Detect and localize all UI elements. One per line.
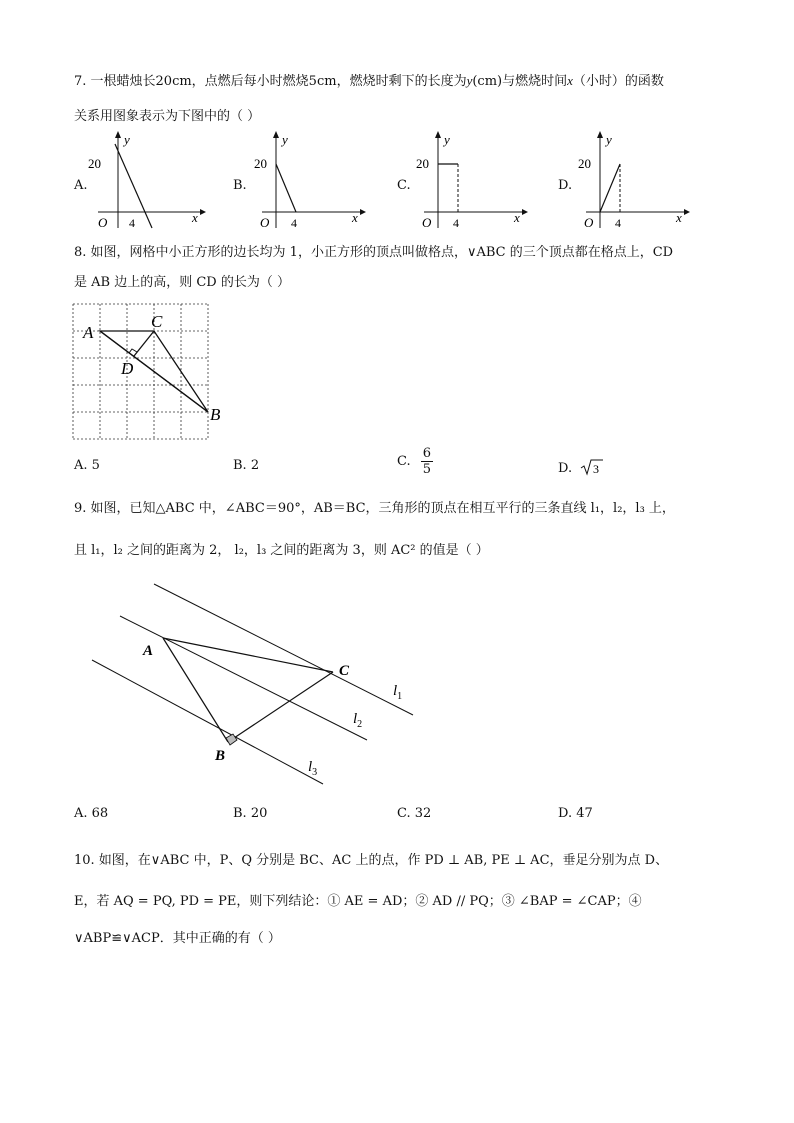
segment-ac [163, 638, 333, 672]
q10-stem-line1: 10. 如图，在∨ABC 中，P、Q 分别是 BC、AC 上的点，作 PD ⊥ AB, PE ⊥ AC，垂足分别为点 D、 [74, 853, 669, 868]
q8-option-d[interactable] [558, 458, 604, 476]
q9-stem-line2: 且 l₁，l₂ 之间的距离为 2， l₂，l₃ 之间的距离为 3，则 AC² 的值是（ ） [74, 543, 489, 558]
graph-d-x-tick: 4 [615, 216, 621, 230]
x-axis-arrow-icon [684, 209, 690, 215]
graph-d-y-tick: 20 [578, 156, 591, 171]
graph-b-origin: O [260, 215, 270, 230]
q7-stem-part3: （小时）的函数 [572, 74, 664, 89]
q10-stem-line3: ∨ABP≌∨ACP．其中正确的有（ ） [74, 931, 281, 946]
q7-stem-line1 [74, 72, 664, 91]
q8-option-c-prefix: C. [397, 454, 411, 469]
q7-stem-part2: 与燃烧时间 [502, 74, 568, 89]
q8-option-b[interactable]: B. 2 [233, 458, 260, 473]
segment-ab [100, 331, 208, 412]
graph-b-line [276, 164, 296, 212]
right-angle-mark [226, 734, 237, 745]
graph-a-x-tick: 4 [129, 216, 135, 230]
q8-label-d: D [121, 359, 134, 378]
line-l3 [92, 660, 323, 784]
q7-stem-line2: 关系用图象表示为下图中的（ ） [74, 109, 261, 124]
line-l1 [154, 584, 413, 715]
q8-option-a[interactable]: A. 5 [74, 458, 100, 473]
q9-parallel-lines-figure [60, 575, 440, 790]
q7-option-d-label[interactable]: D. [558, 178, 573, 193]
q9-label-a: A [143, 643, 154, 659]
q9-label-l1: $l_1$ [393, 683, 403, 702]
q7-var-x: x [567, 73, 573, 88]
graph-a-y-tick: 20 [88, 156, 101, 171]
graph-c-origin: O [422, 215, 432, 230]
y-axis-arrow-icon [115, 131, 121, 138]
segment-cd [134, 331, 154, 356]
q8-stem-line2: 是 AB 边上的高，则 CD 的长为（ ） [74, 275, 290, 290]
q7-option-c-label[interactable]: C. [397, 178, 411, 193]
q7-graph-b [248, 130, 368, 230]
q9-option-c[interactable]: C. 32 [397, 806, 432, 821]
q9-label-c: C [339, 663, 350, 679]
x-axis-arrow-icon [522, 209, 528, 215]
q7-option-a-label[interactable]: A. [74, 178, 88, 193]
q9-label-l3: $l_3$ [308, 759, 318, 778]
q8-label-a: A [83, 323, 94, 342]
graph-b-x-label: x [352, 210, 358, 225]
segment-bc [228, 672, 333, 742]
q8-option-c-fraction [421, 446, 433, 477]
q8-label-c: C [151, 312, 163, 331]
graph-d-x-label: x [676, 210, 682, 225]
q9-option-b[interactable]: B. 20 [233, 806, 268, 821]
q7-unit: (cm) [472, 74, 503, 89]
q9-stem-line1: 9. 如图，已知△ABC 中，∠ABC＝90°，AB＝BC，三角形的顶点在相互平行的三条直线 l₁，l₂，l₃ 上， [74, 501, 675, 516]
graph-c-x-tick: 4 [453, 216, 459, 230]
q8-label-b: B [210, 405, 221, 424]
graph-a-origin: O [98, 215, 108, 230]
q9-label-b: B [215, 748, 226, 764]
sqrt-radicand: 3 [593, 462, 600, 476]
q7-stem-part1: 7. 一根蜡烛长20cm，点燃后每小时燃烧5cm，燃烧时剩下的长度为 [74, 74, 467, 89]
right-angle-mark [129, 349, 137, 353]
q8-grid-figure [60, 296, 235, 446]
q7-graph-c [410, 130, 530, 230]
q8-stem-line1: 8. 如图，网格中小正方形的边长均为 1，小正方形的顶点叫做格点，∨ABC 的三个顶点都在格点上，CD [74, 245, 674, 260]
x-axis-arrow-icon [200, 209, 206, 215]
graph-d-line [600, 164, 620, 212]
graph-c-x-label: x [514, 210, 520, 225]
q9-option-d[interactable]: D. 47 [558, 806, 593, 821]
x-axis-arrow-icon [360, 209, 366, 215]
graph-d-origin: O [584, 215, 594, 230]
q7-option-b-label[interactable]: B. [233, 178, 247, 193]
y-axis-arrow-icon [273, 131, 279, 138]
fraction-denominator: 5 [422, 462, 432, 477]
q8-option-c[interactable] [397, 446, 433, 477]
fraction-numerator: 6 [422, 446, 432, 461]
q7-graph-a [88, 130, 208, 230]
graph-a-x-label: x [192, 210, 198, 225]
sqrt-icon [580, 458, 604, 476]
graph-a-y-label: y [124, 132, 130, 147]
q9-label-l2: $l_2$ [353, 711, 363, 730]
graph-b-y-label: y [282, 132, 288, 147]
y-axis-arrow-icon [597, 131, 603, 138]
graph-c-y-label: y [444, 132, 450, 147]
q7-var-y: y [466, 73, 473, 88]
graph-b-x-tick: 4 [291, 216, 297, 230]
q10-stem-line2: E，若 AQ = PQ, PD = PE，则下列结论：① AE = AD；② AD // PQ；③ ∠BAP = ∠CAP；④ [74, 894, 642, 909]
line-l2 [120, 616, 367, 740]
graph-d-y-label: y [606, 132, 612, 147]
graph-b-y-tick: 20 [254, 156, 267, 171]
graph-c-y-tick: 20 [416, 156, 429, 171]
y-axis-arrow-icon [435, 131, 441, 138]
q9-option-a[interactable]: A. 68 [74, 806, 109, 821]
q7-graph-d [572, 130, 692, 230]
q8-option-d-prefix: D. [558, 461, 573, 476]
